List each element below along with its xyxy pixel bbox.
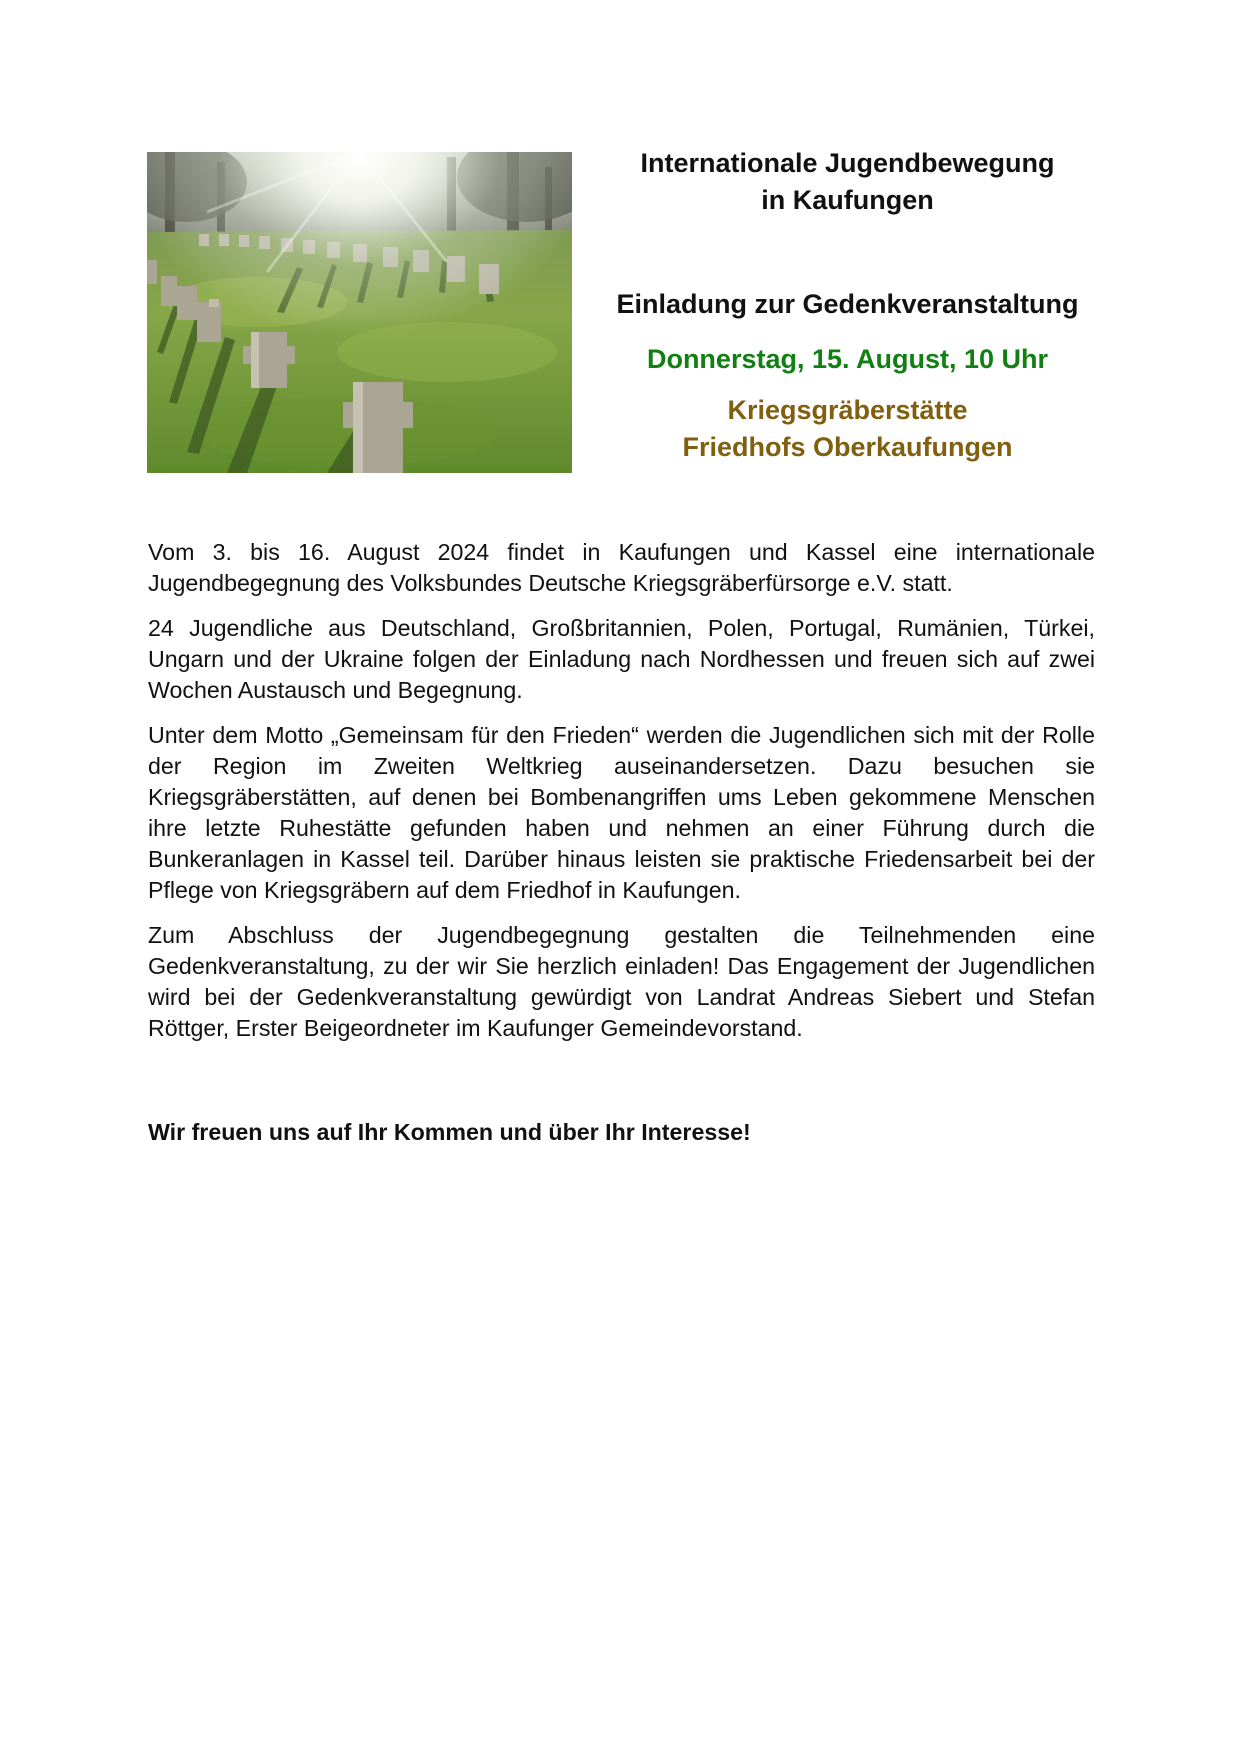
location-line-1: Kriegsgräberstätte xyxy=(727,395,968,425)
invitation-heading: Einladung zur Gedenkveranstaltung xyxy=(616,289,1079,319)
event-header xyxy=(585,145,1110,462)
title-line-2: in Kaufungen xyxy=(761,185,934,215)
paragraph: Unter dem Motto „Gemeinsam für den Frieden“ werden die Jugendlichen sich mit der Rolle der Region im Zweiten Weltkrieg auseinandersetzen. Dazu besuchen sie Kriegsgräberstätten, auf denen bei Bombenangriffen ums Leben gekommene Menschen ihre letzte Ruhestätte gefunden haben und nehmen an einer Führung durch die Bunkeranlagen in Kassel teil. Darüber hinaus leisten sie praktische Friedensarbeit bei der Pflege von Kriegsgräbern auf dem Friedhof in Kaufungen. xyxy=(148,722,1095,903)
paragraph: Vom 3. bis 16. August 2024 findet in Kaufungen und Kassel eine internationale Jugendbegegnung des Volksbundes Deutsche Kriegsgräberfürsorge e.V. statt. xyxy=(148,539,1095,596)
title-line-1: Internationale Jugendbewegung xyxy=(640,148,1055,178)
paragraph: 24 Jugendliche aus Deutschland, Großbritannien, Polen, Portugal, Rumänien, Türkei, Ungarn und der Ukraine folgen der Einladung nach Nordhessen und freuen sich auf zwei Wochen Austausch und Begegnung. xyxy=(148,615,1095,703)
location-line-2: Friedhofs Oberkaufungen xyxy=(682,432,1013,462)
body-text xyxy=(148,537,1095,1058)
document-title xyxy=(585,145,1110,219)
closing-line: Wir freuen uns auf Ihr Kommen und über Ihr Interesse! xyxy=(148,1119,751,1145)
event-location xyxy=(585,392,1110,466)
event-date: Donnerstag, 15. August, 10 Uhr xyxy=(646,344,1049,374)
cemetery-photo xyxy=(147,152,572,473)
paragraph: Zum Abschluss der Jugendbegegnung gestalten die Teilnehmenden eine Gedenkveranstaltung, zu der wir Sie herzlich einladen! Das Engagement der Jugendlichen wird bei der Gedenkveranstaltung gewürdigt von Landrat Andreas Siebert und Stefan Röttger, Erster Beigeordneter im Kaufunger Gemeindevorstand. xyxy=(148,922,1095,1041)
